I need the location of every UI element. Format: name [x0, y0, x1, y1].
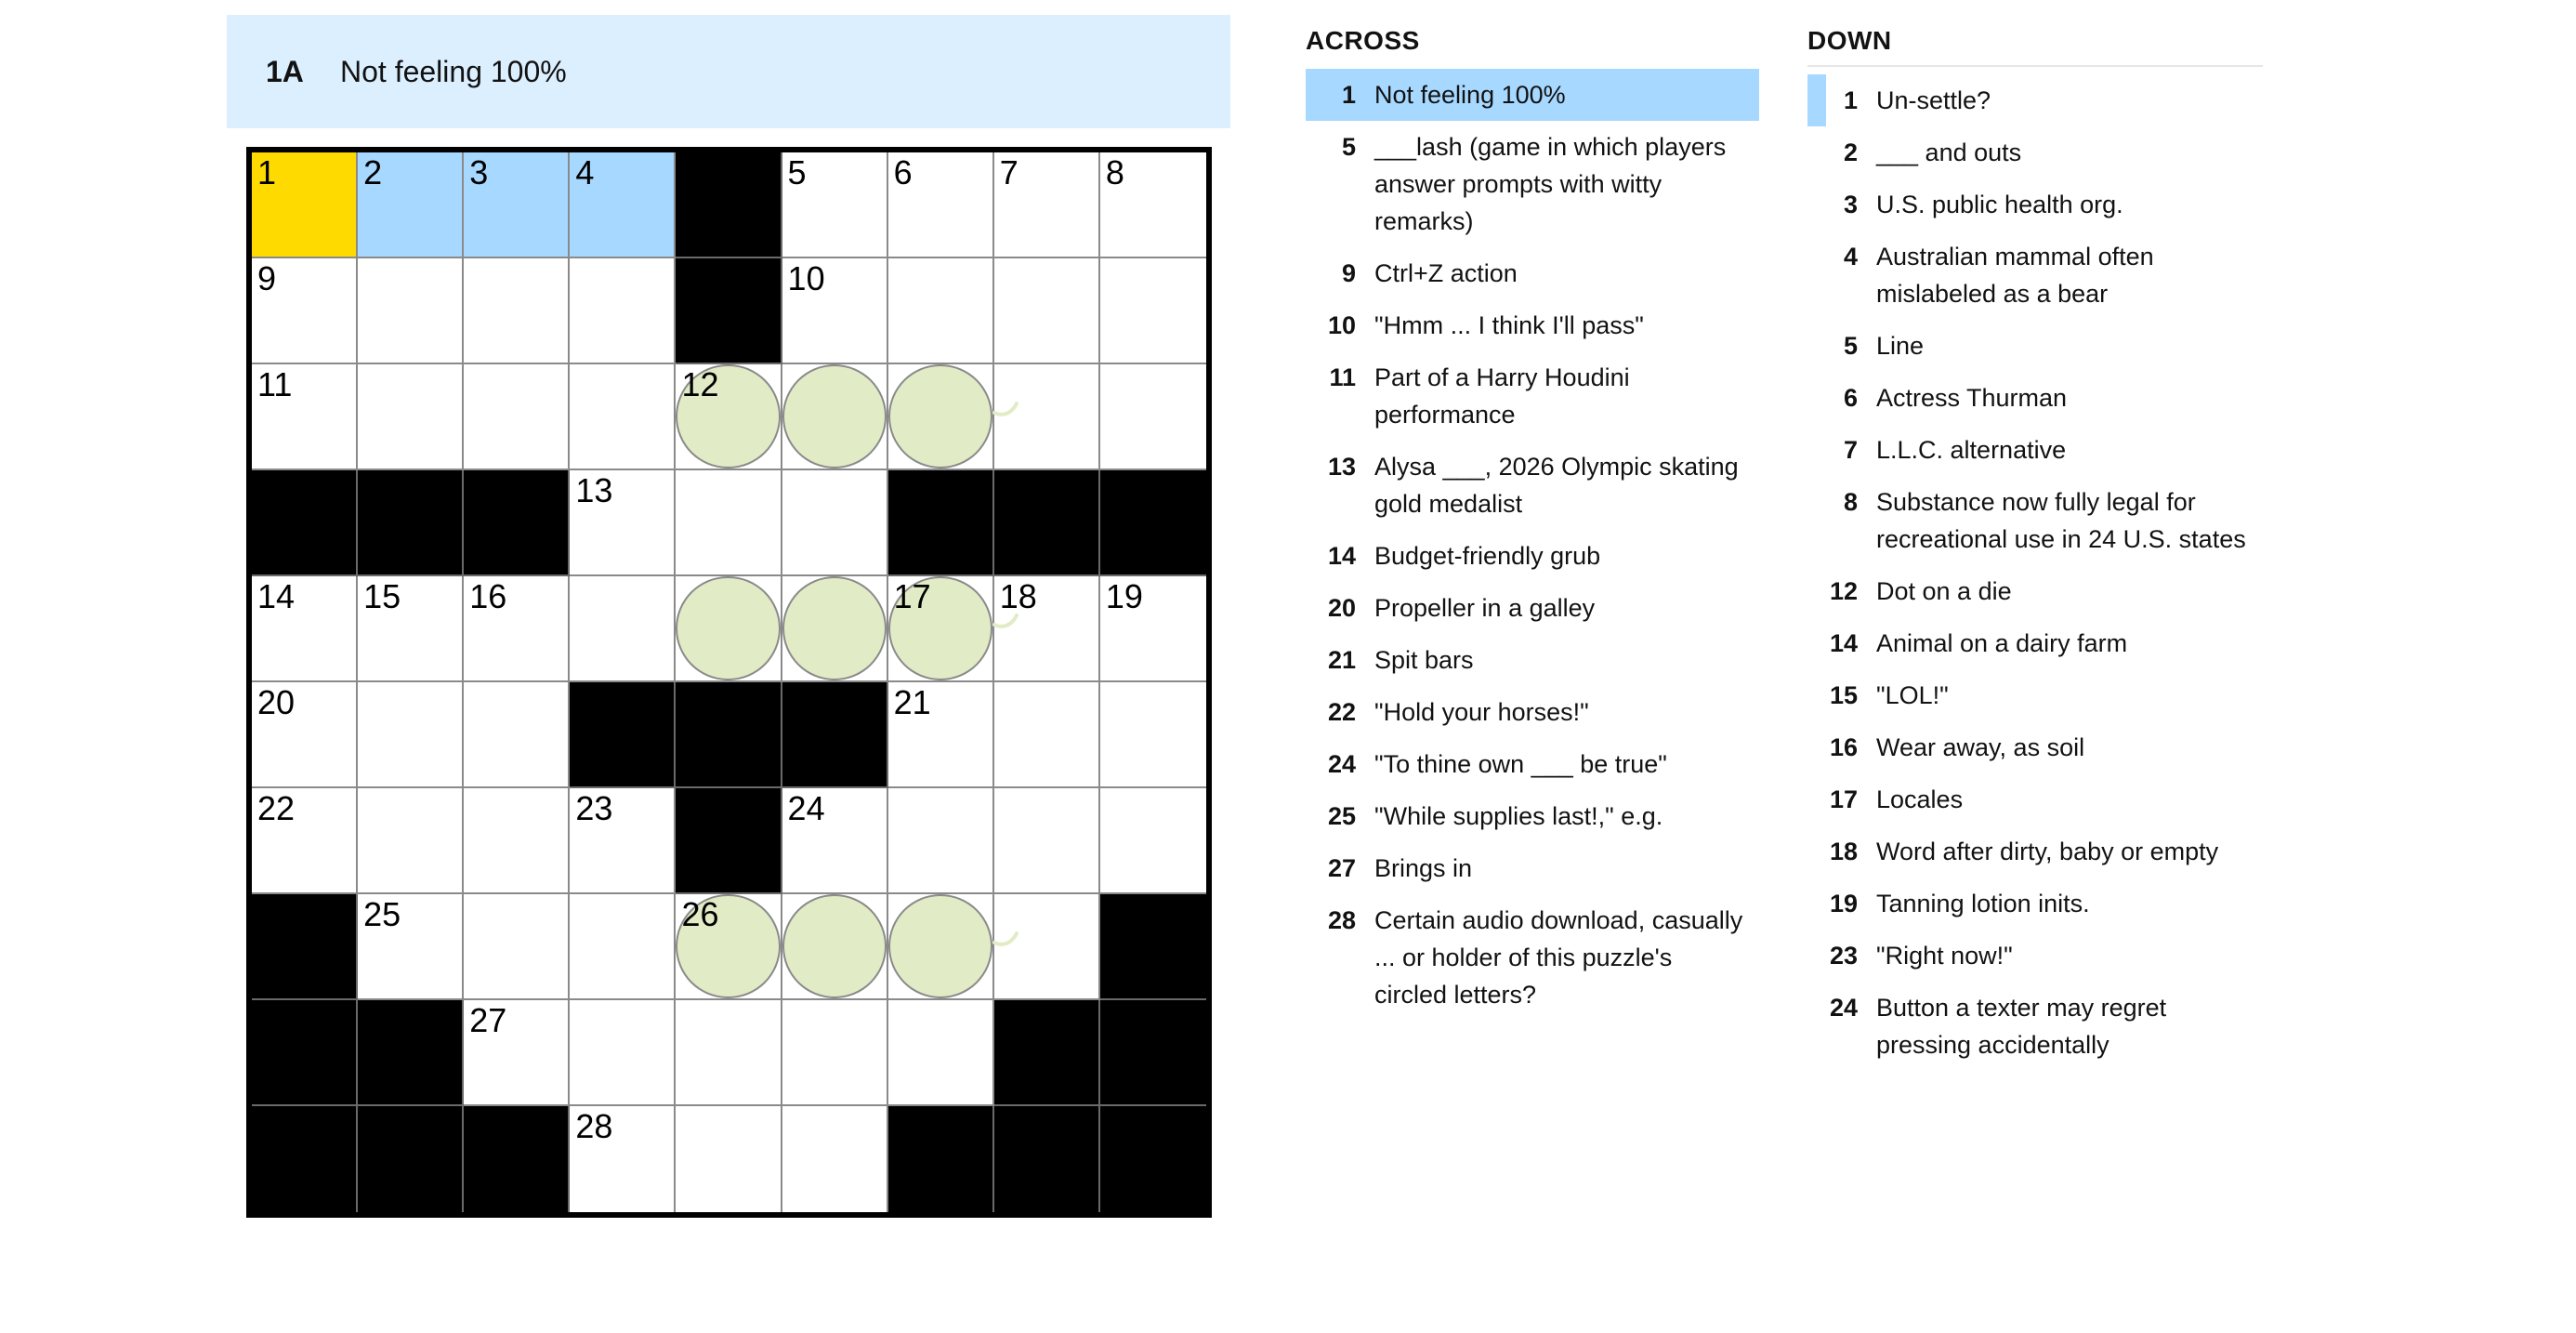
- grid-cell[interactable]: [782, 470, 888, 576]
- clue-number: 12: [1829, 577, 1858, 605]
- clue-number: 14: [1829, 629, 1858, 657]
- grid-cell[interactable]: [782, 1106, 888, 1212]
- grid-cell[interactable]: [676, 1106, 782, 1212]
- clue-text: Word after dirty, baby or empty: [1876, 838, 2219, 865]
- black-cell: [252, 894, 358, 1000]
- grid-cell[interactable]: [994, 576, 1100, 682]
- clue-number: 24: [1829, 994, 1858, 1022]
- grid-cell[interactable]: [888, 576, 994, 682]
- clue-number: 1: [1341, 81, 1356, 109]
- current-clue-text: Not feeling 100%: [340, 54, 567, 88]
- cell-number: 3: [469, 153, 489, 191]
- down-clue-17[interactable]: [1807, 773, 2263, 825]
- grid-cell[interactable]: [888, 682, 994, 788]
- black-cell: [252, 470, 358, 576]
- cell-number: 15: [363, 577, 401, 615]
- across-clue-28[interactable]: [1306, 894, 1759, 1021]
- clue-text: Spit bars: [1374, 646, 1474, 674]
- grid-cell[interactable]: [570, 364, 676, 470]
- grid-cell[interactable]: [358, 152, 464, 258]
- black-cell: [994, 470, 1100, 576]
- grid-cell[interactable]: [252, 576, 358, 682]
- across-clue-10[interactable]: [1306, 299, 1759, 351]
- clue-number: 28: [1327, 906, 1356, 934]
- clue-text: Button a texter may regret pressing accidentally: [1876, 994, 2167, 1059]
- black-cell: [358, 1000, 464, 1106]
- black-cell: [888, 1106, 994, 1212]
- clue-number: 21: [1327, 646, 1356, 674]
- black-cell: [464, 470, 570, 576]
- cell-number: 10: [787, 259, 825, 297]
- grid-cell[interactable]: [676, 576, 782, 682]
- clue-number: 1: [1843, 86, 1858, 114]
- cell-number: 9: [257, 259, 277, 297]
- cell-number: 27: [469, 1001, 507, 1039]
- clue-text: Ctrl+Z action: [1374, 259, 1518, 287]
- black-cell: [676, 788, 782, 894]
- cell-number: 16: [469, 577, 507, 615]
- grid-cell[interactable]: [994, 894, 1100, 1000]
- cell-number: 7: [999, 153, 1019, 191]
- clue-number: 5: [1843, 332, 1858, 360]
- clue-text: ___ and outs: [1876, 139, 2022, 166]
- grid-cell[interactable]: [252, 364, 358, 470]
- across-clue-9[interactable]: [1306, 247, 1759, 299]
- clue-number: 6: [1843, 384, 1858, 412]
- cell-number: 19: [1105, 577, 1143, 615]
- black-cell: [782, 682, 888, 788]
- clue-number: 22: [1327, 698, 1356, 726]
- grid-cell[interactable]: [782, 788, 888, 894]
- cell-number: 17: [893, 577, 931, 615]
- clue-text: Line: [1876, 332, 1925, 360]
- clue-text: Wear away, as soil: [1876, 733, 2085, 761]
- grid-cell[interactable]: [464, 152, 570, 258]
- grid-cell[interactable]: [888, 788, 994, 894]
- cell-number: 18: [999, 577, 1037, 615]
- grid-cell[interactable]: [888, 364, 994, 470]
- grid-cell[interactable]: [570, 258, 676, 364]
- cell-number: 26: [681, 895, 719, 933]
- cell-number: 8: [1105, 153, 1124, 191]
- clue-number: 17: [1829, 785, 1858, 813]
- current-clue-number: 1A: [266, 54, 304, 88]
- grid-cell[interactable]: [570, 1000, 676, 1106]
- clue-number: 18: [1829, 838, 1858, 865]
- grid-cell[interactable]: [888, 152, 994, 258]
- grid-cell[interactable]: [570, 1106, 676, 1212]
- cell-number: 2: [363, 153, 383, 191]
- grid-cell[interactable]: [464, 576, 570, 682]
- clue-number: 5: [1341, 133, 1356, 161]
- cell-number: 13: [575, 471, 613, 509]
- across-clue-24[interactable]: [1306, 738, 1759, 790]
- across-heading: ACROSS: [1306, 26, 1420, 55]
- caterpillar-tail-icon: [991, 389, 1024, 422]
- clue-text: U.S. public health org.: [1876, 191, 2123, 218]
- across-clue-11[interactable]: [1306, 351, 1759, 441]
- grid-cell[interactable]: [994, 682, 1100, 788]
- grid-cell[interactable]: [782, 576, 888, 682]
- grid-cell[interactable]: [676, 894, 782, 1000]
- grid-cell[interactable]: [464, 258, 570, 364]
- clue-text: Tanning lotion inits.: [1876, 890, 2090, 917]
- black-cell: [1100, 470, 1206, 576]
- grid-cell[interactable]: [782, 1000, 888, 1106]
- grid-cell[interactable]: [676, 1000, 782, 1106]
- down-clue-7[interactable]: [1807, 424, 2263, 476]
- grid-cell[interactable]: [782, 152, 888, 258]
- black-cell: [994, 1106, 1100, 1212]
- clue-text: Part of a Harry Houdini performance: [1374, 363, 1630, 429]
- across-clue-25[interactable]: [1306, 790, 1759, 842]
- clue-number: 2: [1843, 139, 1858, 166]
- clue-text: ___lash (game in which players answer prompts with witty remarks): [1374, 133, 1727, 235]
- cell-number: 14: [257, 577, 296, 615]
- down-clue-2[interactable]: [1807, 126, 2263, 178]
- clue-text: "While supplies last!," e.g.: [1374, 802, 1663, 830]
- grid-cell[interactable]: [252, 258, 358, 364]
- clue-text: Certain audio download, casually ... or holder of this puzzle's circled letters?: [1374, 906, 1743, 1009]
- black-cell: [994, 1000, 1100, 1106]
- across-clue-20[interactable]: [1306, 582, 1759, 634]
- grid-cell[interactable]: [994, 788, 1100, 894]
- black-cell: [252, 1106, 358, 1212]
- cell-number: 25: [363, 895, 401, 933]
- grid-cell[interactable]: [782, 258, 888, 364]
- black-cell: [1100, 1000, 1206, 1106]
- black-cell: [676, 682, 782, 788]
- grid-cell[interactable]: [570, 788, 676, 894]
- down-clue-23[interactable]: [1807, 930, 2263, 982]
- grid-cell[interactable]: [358, 258, 464, 364]
- clue-text: Propeller in a galley: [1374, 594, 1596, 622]
- grid-cell[interactable]: [252, 788, 358, 894]
- cell-number: 28: [575, 1107, 613, 1145]
- clue-text: Un-settle?: [1876, 86, 1991, 114]
- grid-cell[interactable]: [464, 788, 570, 894]
- grid-cell[interactable]: [464, 364, 570, 470]
- grid-cell[interactable]: [252, 682, 358, 788]
- down-heading: DOWN: [1807, 24, 2263, 67]
- down-clue-12[interactable]: [1807, 565, 2263, 617]
- current-clue-bar[interactable]: [227, 15, 1230, 128]
- grid-cell[interactable]: [782, 364, 888, 470]
- grid-cell[interactable]: [1100, 576, 1206, 682]
- grid-cell[interactable]: [358, 788, 464, 894]
- down-clue-14[interactable]: [1807, 617, 2263, 669]
- clue-text: Not feeling 100%: [1374, 81, 1566, 109]
- grid-cell[interactable]: [994, 152, 1100, 258]
- clue-number: 10: [1327, 311, 1356, 339]
- black-cell: [1100, 894, 1206, 1000]
- circled-letter-marker: [782, 576, 887, 680]
- cell-number: 6: [893, 153, 913, 191]
- circled-letter-marker: [888, 894, 992, 998]
- black-cell: [888, 470, 994, 576]
- cell-number: 24: [787, 789, 825, 827]
- clue-text: L.L.C. alternative: [1876, 436, 2067, 464]
- clue-text: "LOL!": [1876, 681, 1949, 709]
- grid-cell[interactable]: [1100, 364, 1206, 470]
- across-clue-14[interactable]: [1306, 530, 1759, 582]
- black-cell: [676, 258, 782, 364]
- grid-cell[interactable]: [888, 1000, 994, 1106]
- cell-number: 4: [575, 153, 595, 191]
- circled-letter-marker: [782, 364, 887, 469]
- black-cell: [676, 152, 782, 258]
- clue-number: 7: [1843, 436, 1858, 464]
- grid-cell[interactable]: [1100, 258, 1206, 364]
- grid-cell[interactable]: [676, 364, 782, 470]
- clue-number: 27: [1327, 854, 1356, 882]
- clue-text: Actress Thurman: [1876, 384, 2068, 412]
- cell-number: 20: [257, 683, 296, 721]
- clue-number: 14: [1327, 542, 1356, 570]
- across-clue-list: [1306, 24, 1759, 1021]
- across-clue-13[interactable]: [1306, 441, 1759, 530]
- clue-text: Animal on a dairy farm: [1876, 629, 2128, 657]
- down-clue-18[interactable]: [1807, 825, 2263, 878]
- grid-cell[interactable]: [570, 576, 676, 682]
- black-cell: [358, 470, 464, 576]
- down-clue-4[interactable]: [1807, 231, 2263, 320]
- clue-text: Substance now fully legal for recreational use in 24 U.S. states: [1876, 488, 2246, 553]
- down-clue-1[interactable]: [1807, 74, 2263, 126]
- grid-cell[interactable]: [570, 470, 676, 576]
- across-clue-27[interactable]: [1306, 842, 1759, 894]
- clue-text: "Hmm ... I think I'll pass": [1374, 311, 1644, 339]
- clue-text: Budget-friendly grub: [1374, 542, 1601, 570]
- clue-number: 24: [1327, 750, 1356, 778]
- crossword-grid[interactable]: [246, 147, 1212, 1218]
- black-cell: [464, 1106, 570, 1212]
- grid-cell[interactable]: [888, 894, 994, 1000]
- clue-number: 25: [1327, 802, 1356, 830]
- grid-cell[interactable]: [782, 894, 888, 1000]
- clue-number: 9: [1341, 259, 1356, 287]
- clue-number: 11: [1329, 363, 1356, 391]
- grid-cell[interactable]: [1100, 682, 1206, 788]
- grid-cell[interactable]: [570, 894, 676, 1000]
- clue-number: 23: [1829, 942, 1858, 970]
- down-clue-19[interactable]: [1807, 878, 2263, 930]
- grid-cell[interactable]: [464, 1000, 570, 1106]
- down-clue-6[interactable]: [1807, 372, 2263, 424]
- down-clue-3[interactable]: [1807, 178, 2263, 231]
- circled-letter-marker: [782, 894, 887, 998]
- clue-number: 13: [1327, 453, 1356, 481]
- grid-cell[interactable]: [994, 258, 1100, 364]
- grid-cell[interactable]: [358, 576, 464, 682]
- down-clue-8[interactable]: [1807, 476, 2263, 565]
- clue-number: 15: [1829, 681, 1858, 709]
- down-clue-15[interactable]: [1807, 669, 2263, 721]
- grid-cell[interactable]: [676, 470, 782, 576]
- across-clue-22[interactable]: [1306, 686, 1759, 738]
- clue-number: 3: [1843, 191, 1858, 218]
- cell-number: 22: [257, 789, 296, 827]
- clue-text: Australian mammal often mislabeled as a bear: [1876, 243, 2154, 308]
- cell-number: 12: [681, 365, 719, 403]
- cell-number: 11: [257, 365, 293, 403]
- clue-text: Brings in: [1374, 854, 1473, 882]
- clue-number: 16: [1829, 733, 1858, 761]
- clue-text: Dot on a die: [1876, 577, 2012, 605]
- grid-cell[interactable]: [252, 152, 358, 258]
- grid-cell[interactable]: [358, 894, 464, 1000]
- across-clue-1[interactable]: [1306, 69, 1759, 121]
- across-clue-21[interactable]: [1306, 634, 1759, 686]
- black-cell: [1100, 1106, 1206, 1212]
- grid-cell[interactable]: [358, 364, 464, 470]
- down-clue-16[interactable]: [1807, 721, 2263, 773]
- clue-number: 20: [1327, 594, 1356, 622]
- down-clue-24[interactable]: [1807, 982, 2263, 1071]
- black-cell: [570, 682, 676, 788]
- grid-cell[interactable]: [358, 682, 464, 788]
- black-cell: [358, 1106, 464, 1212]
- cell-number: 1: [257, 153, 277, 191]
- grid-cell[interactable]: [1100, 152, 1206, 258]
- grid-cell[interactable]: [1100, 788, 1206, 894]
- across-clue-5[interactable]: [1306, 121, 1759, 247]
- down-clue-list: [1807, 24, 2263, 1071]
- clue-text: Locales: [1876, 785, 1964, 813]
- grid-cell[interactable]: [888, 258, 994, 364]
- grid-cell[interactable]: [464, 894, 570, 1000]
- cell-number: 23: [575, 789, 613, 827]
- down-clue-5[interactable]: [1807, 320, 2263, 372]
- circled-letter-marker: [888, 364, 992, 469]
- clue-text: Alysa ___, 2026 Olympic skating gold medalist: [1374, 453, 1739, 518]
- grid-cell[interactable]: [994, 364, 1100, 470]
- clue-number: 4: [1843, 243, 1858, 271]
- caterpillar-tail-icon: [991, 918, 1024, 952]
- grid-cell[interactable]: [570, 152, 676, 258]
- cell-number: 21: [893, 683, 931, 721]
- grid-cell[interactable]: [464, 682, 570, 788]
- clue-number: 19: [1829, 890, 1858, 917]
- circled-letter-marker: [676, 576, 780, 680]
- clue-number: 8: [1843, 488, 1858, 516]
- cell-number: 5: [787, 153, 807, 191]
- clue-text: "Right now!": [1876, 942, 2013, 970]
- clue-text: "To thine own ___ be true": [1374, 750, 1667, 778]
- black-cell: [252, 1000, 358, 1106]
- clue-text: "Hold your horses!": [1374, 698, 1589, 726]
